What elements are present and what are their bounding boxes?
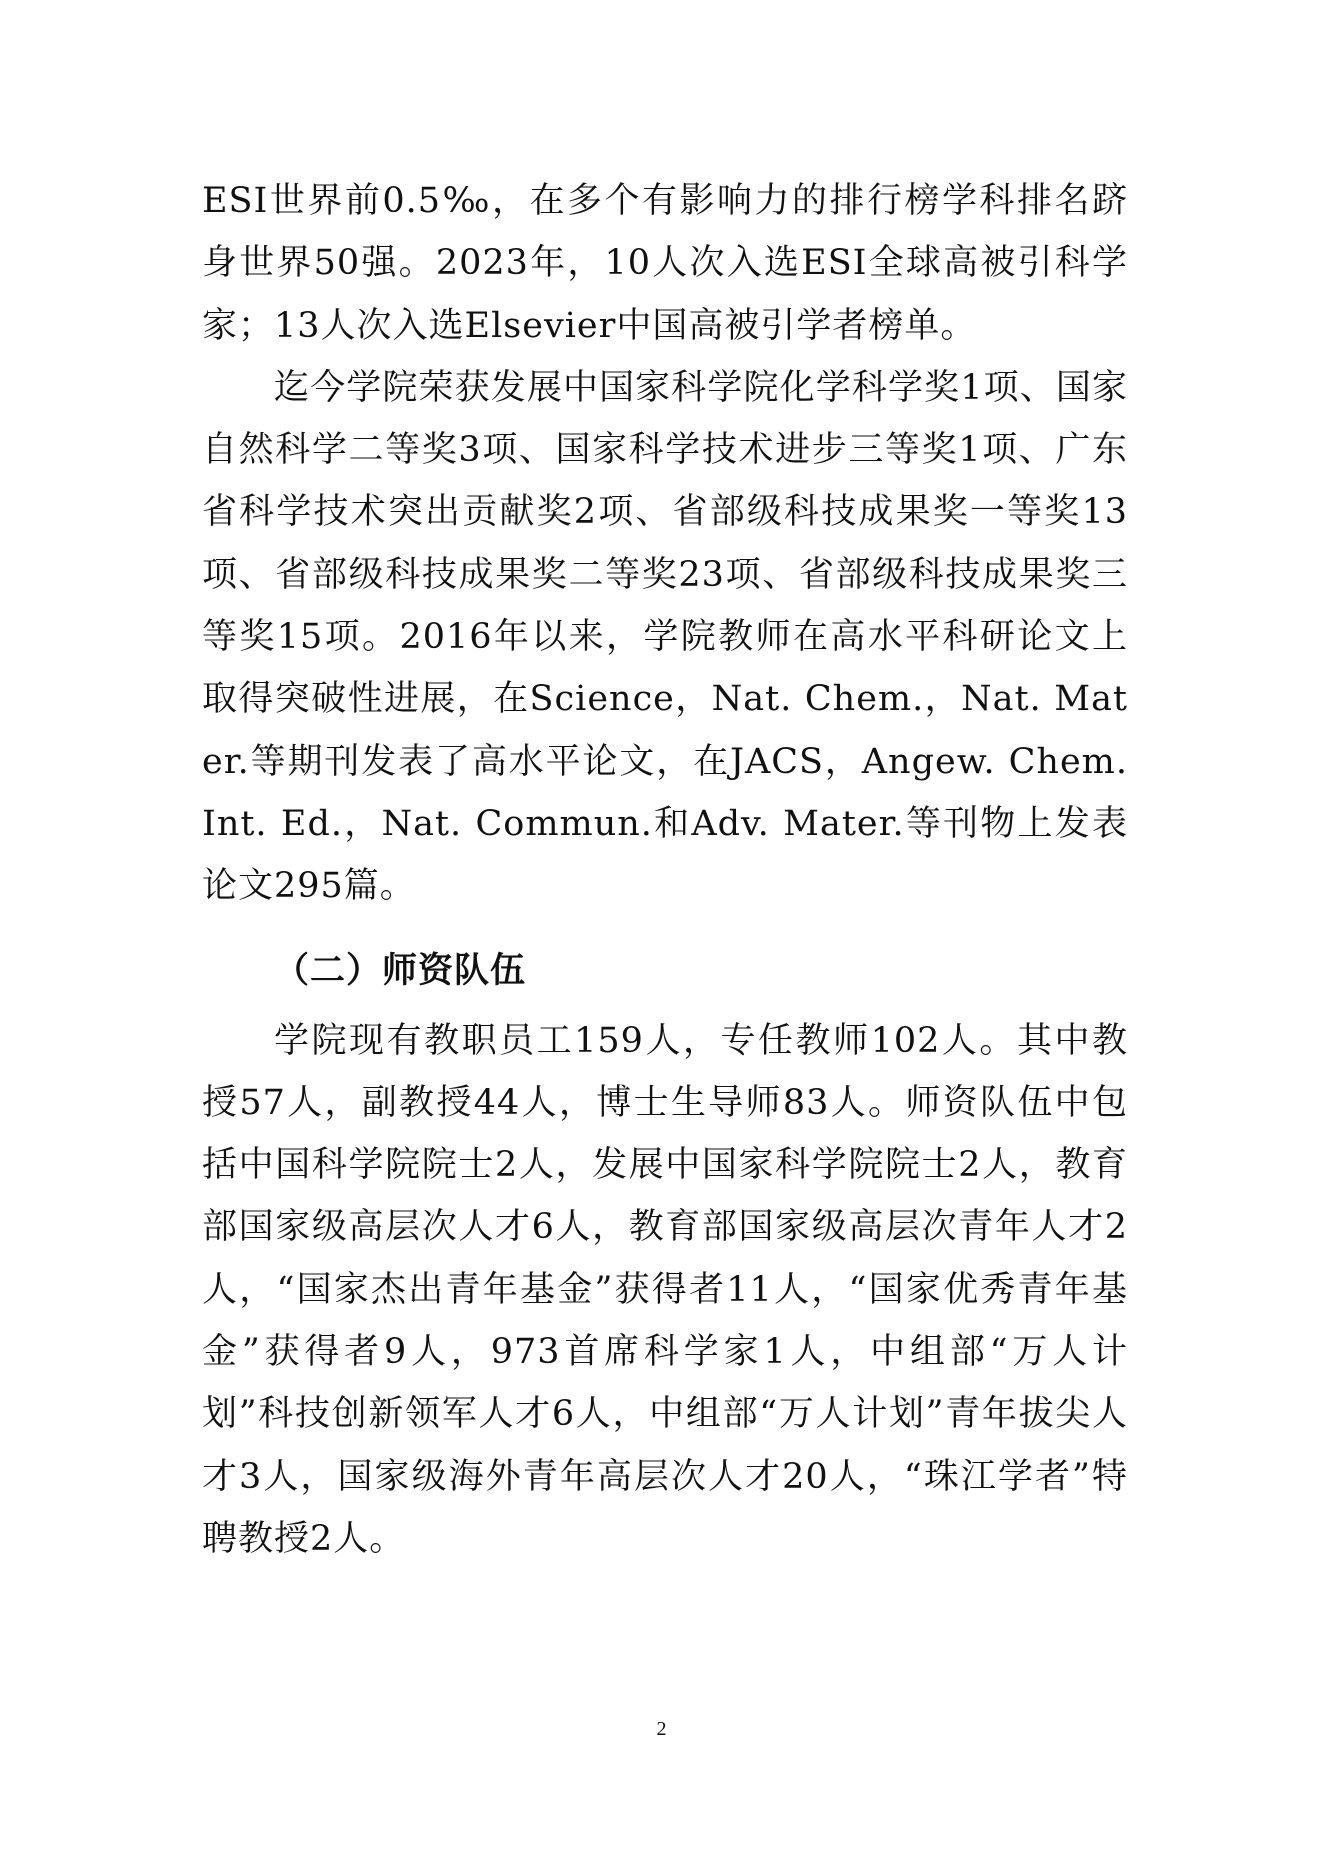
page-number: 2	[656, 1718, 667, 1740]
paragraph-esi-ranking: ESI世界前0.5‰，在多个有影响力的排行榜学科排名跻身世界50强。2023年，10人次入选ESI全球高被引科学家；13人次入选Elsevier中国高被引学者榜单。	[202, 181, 1128, 346]
paragraph-awards: 迄今学院荣获发展中国家科学院化学科学奖1项、国家自然科学二等奖3项、国家科学技术进步三等奖1项、广东省科学技术突出贡献奖2项、省部级科技成果奖一等奖13项、省部级科技成果奖二等奖23项、省部级科技成果奖三等奖15项。2016年以来，学院教师在高水平科研论文上取得突破性进展，在Science，Nat. Chem.，Nat. Mater.等期刊发表了高水平论文，在JACS，Angew. Chem. Int. Ed.，Nat. Commun.和Adv. Mater.等刊物上发表论文295篇。	[202, 367, 1128, 907]
page-content	[202, 170, 1128, 1570]
section-heading-faculty: （二）师资队伍	[274, 950, 527, 991]
paragraph-faculty: 学院现有教职员工159人，专任教师102人。其中教授57人，副教授44人，博士生导师83人。师资队伍中包括中国科学院院士2人，发展中国家科学院院士2人，教育部国家级高层次人才6人，教育部国家级高层次青年人才2人，“国家杰出青年基金”获得者11人，“国家优秀青年基金”获得者9人，973首席科学家1人，中组部“万人计划”科技创新领军人才6人，中组部“万人计划”青年拔尖人才3人，国家级海外青年高层次人才20人，“珠江学者”特聘教授2人。	[202, 1020, 1128, 1559]
